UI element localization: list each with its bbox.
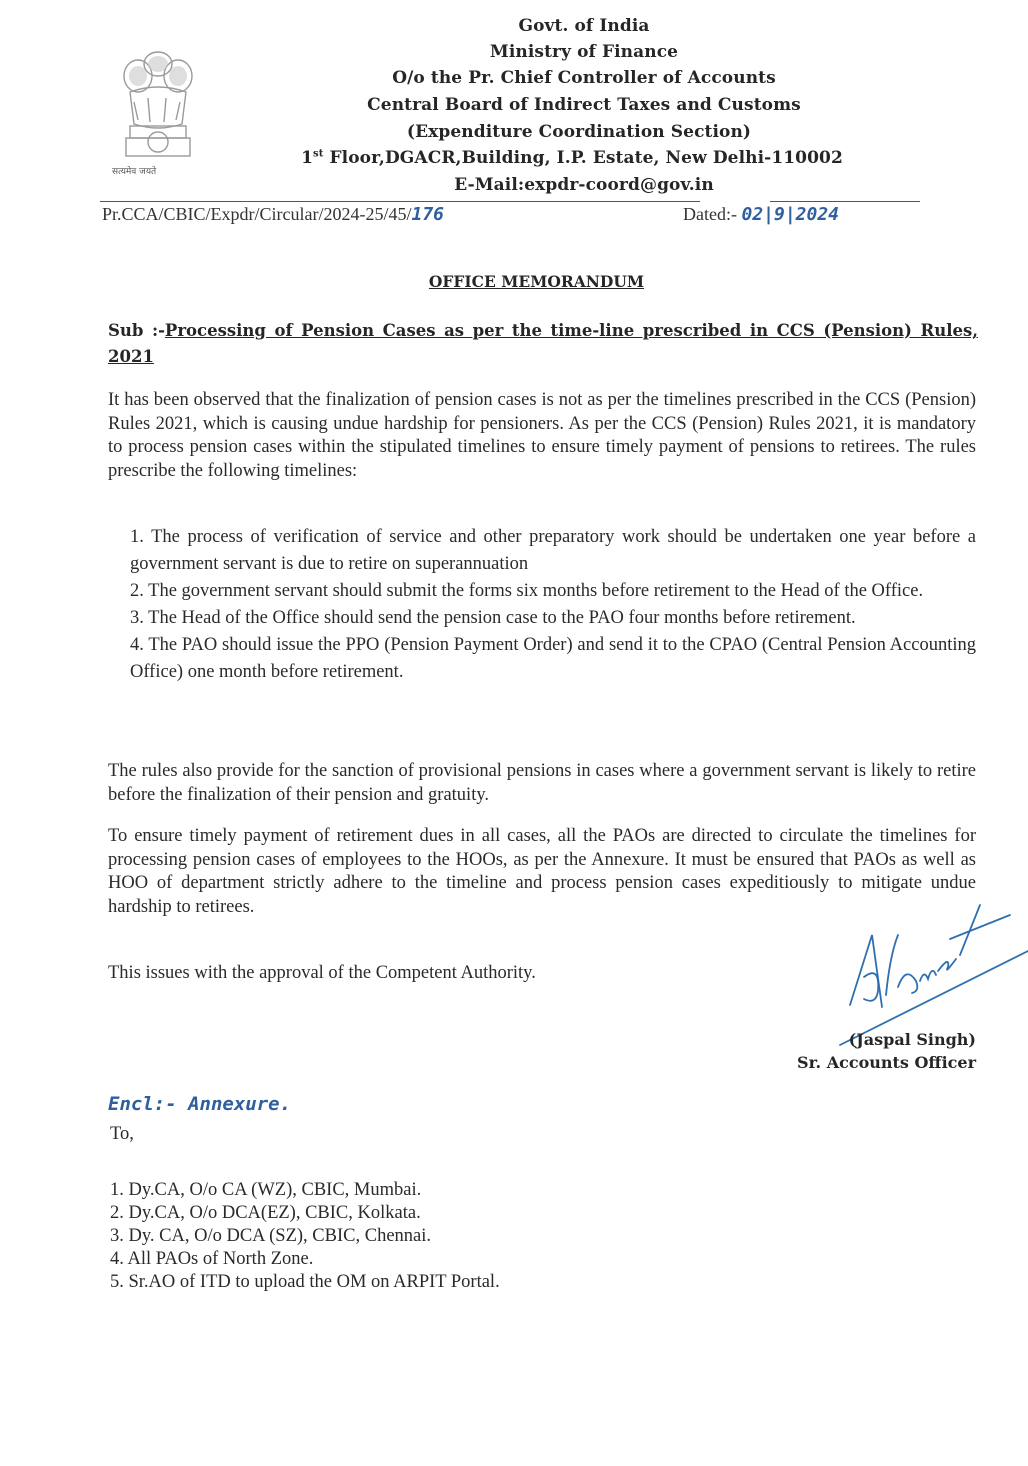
dated-label: Dated:-	[683, 204, 742, 224]
reference-date	[683, 204, 839, 225]
directive-paragraph: To ensure timely payment of retirement dues in all cases, all the PAOs are directed to circulate the timelines for processing pension cases of employees to the HOOs, as per the Annexure. It must be ensured that PAOs as well as HOO of department strictly adhere to the timeline and process pension cases expeditiously to mitigate undue hardship to retirees.	[108, 826, 976, 917]
recipient-item: 1. Dy.CA, O/o CA (WZ), CBIC, Mumbai.	[110, 1180, 422, 1200]
letterhead-address	[58, 148, 1028, 168]
letterhead-office: O/o the Pr. Chief Controller of Accounts	[392, 68, 776, 88]
date-divider	[770, 201, 920, 202]
intro-paragraph: It has been observed that the finalization of pension cases is not as per the timelines prescribed in the CCS (Pension) Rules 2021, which is causing undue hardship for pensioners. As per the CCS (Pension) Rules 2021, it is mandatory to process pension cases within the stipulated timelines to ensure timely payment of pensions to retirees. The rules prescribe the following timelines:	[108, 390, 976, 481]
letterhead-board: Central Board of Indirect Taxes and Customs	[367, 95, 801, 115]
timeline-item: 4. The PAO should issue the PPO (Pension Payment Order) and send it to the CPAO (Central Pension Accounting Office) one month before retirement.	[130, 635, 976, 682]
recipient-item: 2. Dy.CA, O/o DCA(EZ), CBIC, Kolkata.	[110, 1203, 421, 1223]
letterhead-ministry: Ministry of Finance	[489, 42, 679, 62]
subject-text: Processing of Pension Cases as per the time-line prescribed in CCS (Pension) Rules, 2021	[108, 321, 978, 366]
approval-paragraph: This issues with the approval of the Competent Authority.	[108, 963, 536, 983]
timeline-item: 1. The process of verification of service and other preparatory work should be undertaken one year before a government servant is due to retire on superannuation	[130, 527, 976, 574]
recipient-item: 4. All PAOs of North Zone.	[110, 1249, 314, 1269]
dated-handwritten: 02|9|2024	[741, 204, 840, 225]
header-divider	[100, 201, 700, 202]
letterhead-section: (Expenditure Coordination Section)	[406, 122, 752, 142]
timelines-list	[130, 524, 976, 686]
timeline-item: 3. The Head of the Office should send the pension case to the PAO four months before retirement.	[130, 608, 856, 628]
memo-subject	[108, 318, 978, 370]
signatory-designation: Sr. Accounts Officer	[797, 1053, 976, 1072]
enclosure-note: Encl:- Annexure.	[108, 1093, 292, 1115]
address-floor-suffix: st	[313, 148, 324, 160]
address-floor-number: 1	[301, 148, 314, 168]
letterhead-email: E-Mail:expdr-coord@gov.in	[454, 175, 714, 195]
signatory-name: (Jaspal Singh)	[848, 1030, 976, 1049]
reference-number-printed: Pr.CCA/CBIC/Expdr/Circular/2024-25/45/	[102, 204, 412, 224]
recipients-list	[110, 1179, 500, 1294]
reference-number-handwritten: 176	[411, 204, 445, 225]
to-label: To,	[110, 1124, 134, 1144]
letterhead-govt: Govt. of India	[518, 16, 650, 36]
reference-number	[102, 204, 444, 225]
emblem-caption: सत्यमेव जयते	[112, 167, 157, 177]
recipient-item: 3. Dy. CA, O/o DCA (SZ), CBIC, Chennai.	[110, 1226, 432, 1246]
memo-title: OFFICE MEMORANDUM	[428, 272, 645, 291]
provisional-pension-paragraph: The rules also provide for the sanction of provisional pensions in cases where a government servant is likely to retire before the finalization of their pension and gratuity.	[108, 761, 976, 805]
subject-label: Sub :-	[108, 321, 165, 340]
timeline-item: 2. The government servant should submit the forms six months before retirement to the Head of the Office.	[130, 581, 924, 601]
address-text: Floor,DGACR,Building, I.P. Estate, New Delhi-110002	[323, 148, 843, 168]
recipient-item: 5. Sr.AO of ITD to upload the OM on ARPIT Portal.	[110, 1272, 500, 1292]
